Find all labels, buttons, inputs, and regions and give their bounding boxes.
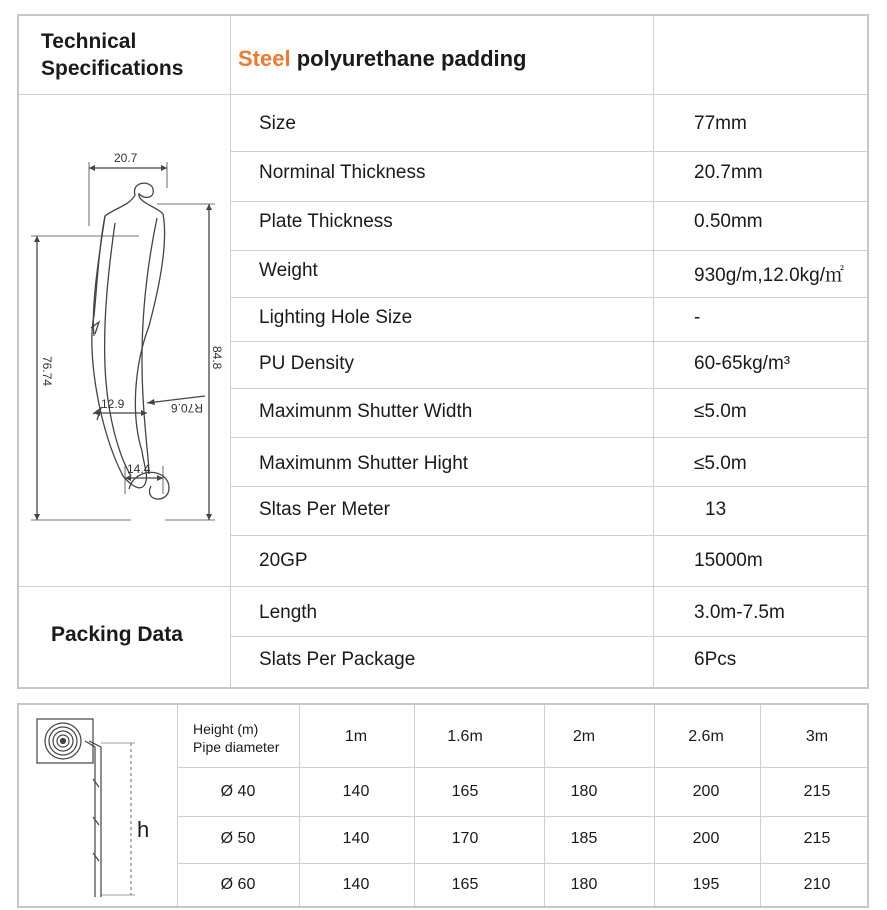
divider — [230, 437, 867, 438]
divider — [544, 705, 545, 906]
divider — [177, 767, 867, 768]
spec-value: 930g/m,12.0kg/㎡ — [694, 265, 844, 286]
pipe-diameter: Ø 50 — [220, 830, 256, 847]
divider — [414, 705, 415, 906]
divider — [230, 535, 867, 536]
divider — [177, 705, 178, 906]
packing-value: 3.0m-7.5m — [694, 602, 785, 623]
height-header: 1.6m — [447, 728, 483, 745]
title-line: Specifications — [41, 57, 184, 80]
table-cell: 140 — [342, 783, 370, 800]
spec-label: Sltas Per Meter — [259, 499, 390, 520]
spec-value: 0.50mm — [694, 211, 763, 232]
table-cell: 170 — [451, 830, 479, 847]
height-header: 3m — [805, 728, 829, 745]
table-cell: 195 — [692, 876, 720, 893]
divider — [19, 94, 867, 95]
divider — [230, 250, 867, 251]
spec-value: 13 — [705, 499, 727, 520]
spec-label: Norminal Thickness — [259, 162, 426, 183]
product-name: polyurethane padding — [290, 46, 527, 71]
table-cell: 180 — [570, 783, 598, 800]
divider — [19, 586, 867, 587]
dim-label-right: 84.8 — [210, 346, 224, 370]
packing-label: Slats Per Package — [259, 649, 416, 670]
table-cell: 215 — [803, 830, 831, 847]
section-title-technical — [41, 28, 183, 82]
spec-label: Maximunm Shutter Hight — [259, 453, 469, 474]
table-cell: 165 — [451, 783, 479, 800]
height-h-label: h — [137, 817, 150, 842]
height-header: 2.6m — [688, 728, 724, 745]
roller-shutter-drawing — [35, 717, 135, 897]
dim-label-mid: 12.9 — [101, 397, 125, 411]
spec-value: 77mm — [694, 113, 747, 134]
spec-label: PU Density — [259, 353, 355, 374]
spec-label: 20GP — [259, 550, 308, 571]
table-corner-header — [193, 720, 279, 756]
divider — [299, 705, 300, 906]
spec-table — [17, 14, 869, 689]
table-cell: 165 — [451, 876, 479, 893]
divider — [760, 705, 761, 906]
dim-label-radius: R70.6 — [170, 401, 203, 415]
dim-label-left: 76.74 — [40, 356, 54, 387]
packing-label: Length — [259, 602, 318, 623]
spec-label: Weight — [259, 260, 318, 281]
table-cell: 185 — [570, 830, 598, 847]
table-cell: 210 — [803, 876, 831, 893]
spec-value: 15000m — [694, 550, 763, 571]
header-line: Pipe diameter — [193, 739, 280, 755]
spec-value: ≤5.0m — [694, 401, 747, 422]
packing-value: 6Pcs — [694, 649, 737, 670]
spec-value: 60-65kg/m³ — [694, 353, 791, 374]
spec-value: 20.7mm — [694, 162, 763, 183]
spec-label: Maximunm Shutter Width — [259, 401, 473, 422]
divider — [230, 151, 867, 152]
table-cell: 200 — [692, 783, 720, 800]
divider — [654, 705, 655, 906]
divider — [230, 388, 867, 389]
table-cell: 140 — [342, 876, 370, 893]
table-cell: 140 — [342, 830, 370, 847]
divider — [177, 816, 867, 817]
table-cell: 200 — [692, 830, 720, 847]
pipe-diameter: Ø 40 — [220, 783, 256, 800]
table-cell: 180 — [570, 876, 598, 893]
dim-label-top: 20.7 — [114, 151, 138, 165]
divider — [230, 636, 867, 637]
divider — [230, 486, 867, 487]
product-accent: Steel — [238, 46, 291, 71]
dim-label-bottom: 14.4 — [127, 462, 151, 476]
table-cell: 215 — [803, 783, 831, 800]
divider — [177, 863, 867, 864]
spec-label: Size — [259, 113, 296, 134]
spec-value: - — [694, 307, 701, 328]
height-header: 1m — [344, 728, 368, 745]
pipe-diameter: Ø 60 — [220, 876, 256, 893]
spec-value: ≤5.0m — [694, 453, 747, 474]
header-line: Height (m) — [193, 721, 259, 737]
height-header: 2m — [572, 728, 596, 745]
title-line: Technical — [41, 30, 137, 53]
packing-table — [17, 703, 869, 908]
divider — [230, 201, 867, 202]
section-title-packing: Packing Data — [51, 623, 183, 646]
spec-label: Lighting Hole Size — [259, 307, 413, 328]
slat-profile-drawing — [19, 96, 230, 586]
product-title — [238, 46, 527, 72]
spec-label: Plate Thickness — [259, 211, 393, 232]
divider — [230, 341, 867, 342]
divider — [230, 297, 867, 298]
